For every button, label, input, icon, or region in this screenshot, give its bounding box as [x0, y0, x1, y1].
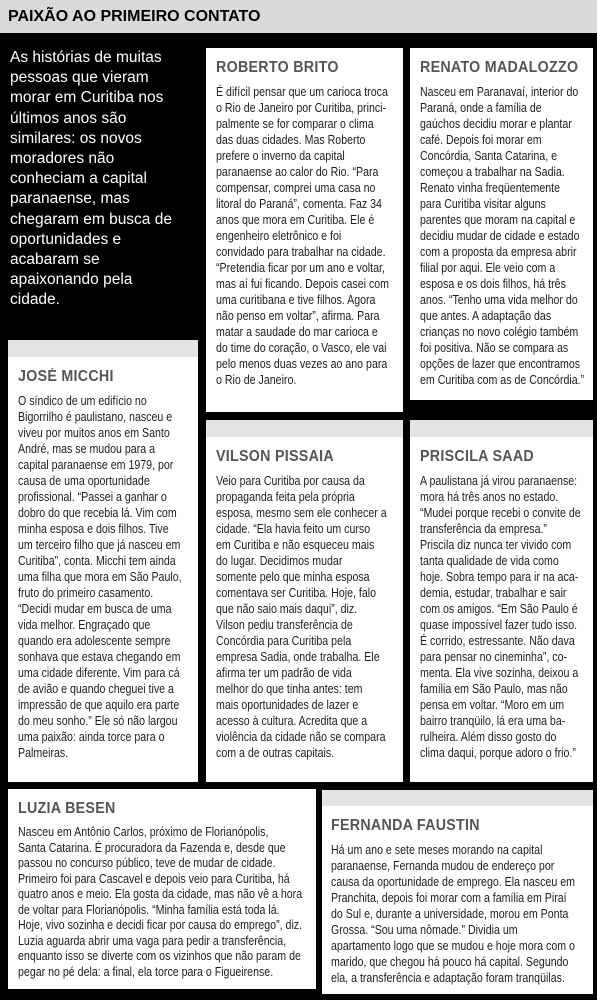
- intro-line: oportunidades e: [10, 230, 122, 248]
- body-line: “Pretendia ficar por um ano e voltar,: [216, 261, 385, 275]
- body-line: gaúchos decidiu morar e plantar: [420, 117, 572, 131]
- card-top-band: [206, 420, 403, 437]
- body-line: prefere o inverno da capital: [216, 149, 345, 163]
- body-line: mais oportunidades de lazer e: [216, 698, 359, 712]
- body-line: de voltar para Florianópolis. “Minha família está toda lá.: [18, 902, 280, 917]
- profile-name: VILSON PISSAIA: [216, 448, 334, 465]
- intro-text: [10, 48, 202, 311]
- body-line: de avião e quando cheguei tive a: [18, 682, 174, 696]
- body-line: Hoje, vivo sozinha e decidi ficar por causa do emprego”, diz.: [18, 918, 303, 932]
- body-line: causa de uma oportunidade: [18, 474, 150, 488]
- profile-card-vilson-pissaia: [206, 437, 403, 782]
- profile-card-priscila-saad: [410, 437, 593, 782]
- body-line: propaganda feita pela própria: [216, 490, 355, 504]
- profile-text: [216, 84, 399, 388]
- body-line: para pensar no cineminha”, co-: [420, 650, 568, 664]
- body-line: “Mudei porque recebi o convite de: [420, 506, 581, 520]
- body-line: pegar no pé dela: a final, ela torce para o Figueirense.: [18, 964, 274, 979]
- body-line: um terceiro filho que já nasceu em: [18, 538, 181, 552]
- body-line: empresa Sadia, onde trabalha. Ele: [216, 650, 380, 664]
- body-line: ela, a transferência e adaptação foram tranqüilas.: [331, 971, 565, 985]
- body-line: quando era adolescente sempre: [18, 634, 171, 648]
- profile-card-roberto-brito: [206, 48, 403, 412]
- body-line: O síndico de um edifício no: [18, 394, 147, 408]
- body-line: pensa em voltar. “Moro em um: [420, 698, 565, 712]
- body-line: anos que mora em Curitiba. Ele é: [216, 213, 375, 227]
- body-line: das duas cidades. Mas Roberto: [216, 133, 366, 147]
- body-line: pelo menos duas vezes ao ano para: [216, 357, 388, 371]
- body-line: não penso em voltar”, afirma. Para: [216, 309, 380, 323]
- body-line: demia, estudar, trabalhar e sair: [420, 586, 567, 600]
- card-top-band: [410, 420, 593, 437]
- intro-line: cidade.: [10, 291, 60, 309]
- body-line: uma cidade diferente. Vim para cá: [18, 666, 180, 680]
- body-line: parentes que moram na capital e: [420, 213, 576, 227]
- body-line: convidado para trabalhar na cidade.: [216, 245, 386, 259]
- body-line: decidiu mudar de cidade e estado: [420, 229, 580, 243]
- body-line: compensar, comprei uma casa no: [216, 181, 376, 195]
- body-line: Pranchita, depois foi morar com a família em Piraí: [331, 891, 567, 905]
- intro-line: acabaram se: [10, 251, 100, 269]
- profile-text: [18, 825, 312, 980]
- body-line: uma filha que mora em São Paulo,: [18, 570, 182, 584]
- body-line: esposa, mesmo sem ele conhecer a: [216, 506, 387, 520]
- body-line: filial por aqui. Ele veio com a: [420, 261, 556, 275]
- body-line: família em São Paulo, mas não: [420, 682, 568, 696]
- body-line: Grossa. “Sou uma nômade.” Dividia um: [331, 923, 518, 937]
- body-line: em Curitiba com as de Concórdia.”: [420, 373, 585, 387]
- body-line: clima daqui, porque adoro o frio.”: [420, 746, 576, 760]
- body-line: com a proposta da empresa abrir: [420, 245, 577, 259]
- profile-name: RENATO MADALOZZO: [420, 59, 579, 76]
- body-line: Palmeiras.: [18, 746, 69, 760]
- body-line: do Sul e, durante a universidade, morou em Ponta: [331, 907, 569, 921]
- body-line: Luzia aguarda abrir uma vaga para pedir a transferência,: [18, 933, 287, 948]
- body-line: vida melhor. Engraçado que: [18, 618, 151, 632]
- body-line: Priscila diz nunca ter vivido com: [420, 538, 572, 552]
- body-line: do lugar. Decidimos mudar: [216, 554, 343, 568]
- profile-name: LUZIA BESEN: [18, 800, 116, 817]
- body-line: anos. “Tenho uma vida melhor do: [420, 293, 578, 307]
- body-line: Vilson pediu transferência de: [216, 618, 353, 632]
- body-line: causa da oportunidade de emprego. Ela nasceu em: [331, 875, 575, 889]
- body-line: passou no concurso público, teve de mudar de cidade.: [18, 856, 276, 870]
- body-line: o Rio de Janeiro.: [216, 373, 297, 387]
- body-line: palmente se for comparar o clima: [216, 117, 374, 131]
- intro-line: chegaram em busca de: [10, 210, 172, 228]
- body-line: uma paixão: ainda torce para o: [18, 730, 165, 744]
- profile-text: [331, 842, 589, 986]
- body-line: o Rio de Janeiro por Curitiba, princi-: [216, 101, 387, 115]
- body-line: que não saio mais daqui”, diz.: [216, 602, 358, 616]
- body-line: opções de lazer que encontramos: [420, 357, 581, 371]
- body-line: litoral do Paraná”, comenta. Faz 34: [216, 197, 382, 211]
- intro-line: moradores não: [10, 150, 115, 168]
- body-line: sonhava que estava chegando em: [18, 650, 181, 664]
- body-line: Santa Catarina. É procuradora da Fazenda e, desde que: [18, 840, 286, 855]
- body-line: foi positiva. Não se compara as: [420, 341, 569, 355]
- profile-name: ROBERTO BRITO: [216, 59, 339, 76]
- body-line: do meu sonho.” Ele só não largou: [18, 714, 178, 728]
- intro-line: apaixonando pela: [10, 271, 133, 289]
- body-line: com os amigos. “Em São Paulo é: [420, 602, 578, 616]
- body-line: crianças no novo colégio também: [420, 325, 579, 339]
- profile-card-fernanda-faustin: [322, 806, 593, 994]
- body-line: Nasceu em Paranavaí, interior do: [420, 85, 579, 99]
- body-line: Concórdia, Santa Catarina, e: [420, 149, 558, 163]
- profile-card-luzia-besen: [8, 789, 316, 989]
- profile-card-renato-madalozzo: [410, 48, 593, 400]
- profile-name: PRISCILA SAAD: [420, 448, 534, 465]
- card-top-band: [8, 340, 198, 357]
- intro-line: conheciam a capital: [10, 170, 147, 188]
- body-line: Veio para Curitiba por causa da: [216, 474, 365, 488]
- profile-text: [216, 473, 399, 761]
- body-line: profissional. “Passei a ganhar o: [18, 490, 167, 504]
- body-line: rulheira. Além disso gosto do: [420, 730, 557, 744]
- body-line: É corrido, estressante. Não dava: [420, 634, 575, 648]
- body-line: violência da cidade não se compara: [216, 730, 386, 744]
- profile-card-jose-micchi: [8, 357, 198, 782]
- body-line: quase impossível fazer tudo isso.: [420, 618, 578, 632]
- intro-line: paranaense, mas: [10, 190, 130, 208]
- body-line: comentava ser Curitiba. Hoje, falo: [216, 586, 377, 600]
- body-line: transferência da empresa.”: [420, 522, 547, 536]
- body-line: apartamento logo que se mudou e hoje mora com o: [331, 939, 575, 953]
- body-line: acesso à cultura. Acredita que a: [216, 714, 368, 728]
- section-header: [0, 0, 597, 33]
- intro-line: últimos anos são: [10, 109, 127, 127]
- body-line: somente pelo que minha esposa: [216, 570, 370, 584]
- body-line: melhor do que tinha antes: tem: [216, 682, 363, 696]
- body-line: “Decidi mudar em busca de uma: [18, 602, 172, 616]
- section-title: PAIXÃO AO PRIMEIRO CONTATO: [8, 8, 261, 25]
- body-line: Bigorrilho é paulistano, nasceu e: [18, 410, 173, 424]
- profile-text: [420, 84, 589, 388]
- body-line: mas aí fui ficando. Depois casei com: [216, 277, 390, 291]
- body-line: Concórdia para Curitiba pela: [216, 634, 352, 648]
- profile-name: FERNANDA FAUSTIN: [331, 817, 480, 834]
- body-line: em Curitiba e não esqueceu mais: [216, 538, 375, 552]
- body-line: que antes. A adaptação das: [420, 309, 552, 323]
- body-line: quatro anos e meio. Ela gosta da cidade, mas não vê a hora: [18, 887, 303, 901]
- body-line: com a de outras capitais.: [216, 746, 335, 760]
- body-line: começou a trabalhar na Sadia.: [420, 165, 565, 179]
- intro-line: As histórias de muitas: [10, 49, 162, 66]
- body-line: tanta qualidade de vida como: [420, 554, 559, 568]
- body-line: Curitiba”, conta. Micchi tem ainda: [18, 554, 176, 568]
- body-line: cidade. “Ela havia feito um curso: [216, 522, 371, 536]
- body-line: matar a saudade do mar carioca e: [216, 325, 378, 339]
- intro-line: morar em Curitiba nos: [10, 89, 164, 107]
- body-line: esposa e os dois filhos, há três: [420, 277, 566, 291]
- body-line: marido, que chegou há pouco há capital. Segundo: [331, 955, 569, 969]
- body-line: viveu por muitos anos em Santo: [18, 426, 170, 440]
- profile-text: [18, 393, 194, 761]
- body-line: menta. Ela vive sozinha, deixou a: [420, 666, 579, 680]
- body-line: enquanto isso se diverte com os vizinhos que não param de: [18, 949, 301, 963]
- body-line: paranaense ao calor do Rio. “Para: [216, 165, 379, 179]
- body-line: uma curitibana e tive filhos. Agora: [216, 293, 376, 307]
- body-line: para Curitiba visitar alguns: [420, 197, 546, 211]
- body-line: mora há três anos no estado.: [420, 490, 559, 504]
- body-line: André, mas se mudou para a: [18, 442, 156, 456]
- body-line: dobro do que recebia lá. Vim com: [18, 506, 177, 520]
- body-line: afirma ter um padrão de vida: [216, 666, 352, 680]
- profile-name: JOSÉ MICCHI: [18, 368, 114, 385]
- body-line: café. Depois foi morar em: [420, 133, 542, 147]
- body-line: engenheiro eletrônico e foi: [216, 229, 342, 243]
- body-line: É difícil pensar que um carioca troca: [216, 85, 388, 99]
- body-line: Paraná, onde a família de: [420, 101, 542, 115]
- body-line: Primeiro foi para Cascavel e depois veio para Curitiba, há: [18, 871, 290, 886]
- body-line: Há um ano e sete meses morando na capital: [331, 843, 543, 857]
- body-line: do time do coração, o Vasco, ele vai: [216, 341, 387, 355]
- intro-line: pessoas que vieram: [10, 69, 149, 87]
- body-line: Nasceu em Antônio Carlos, próximo de Florianópolis,: [18, 825, 269, 839]
- body-line: bairro tranqüilo, lá era uma ba-: [420, 714, 566, 728]
- profile-text: [420, 473, 589, 761]
- card-top-band: [322, 790, 593, 806]
- body-line: paranaense, Fernanda mudou de endereço por: [331, 859, 555, 873]
- body-line: impressão de que aquilo era parte: [18, 698, 180, 712]
- body-line: capital paranaense em 1979, por: [18, 458, 174, 472]
- body-line: fruto do primeiro casamento.: [18, 586, 154, 600]
- body-line: minha esposa e dois filhos. Tive: [18, 522, 169, 536]
- body-line: Renato vinha freqüentemente: [420, 181, 560, 195]
- body-line: hoje. Sobra tempo para ir na aca-: [420, 570, 579, 584]
- intro-line: similares: os novos: [10, 129, 142, 147]
- body-line: A paulistana já virou paranaense:: [420, 474, 578, 488]
